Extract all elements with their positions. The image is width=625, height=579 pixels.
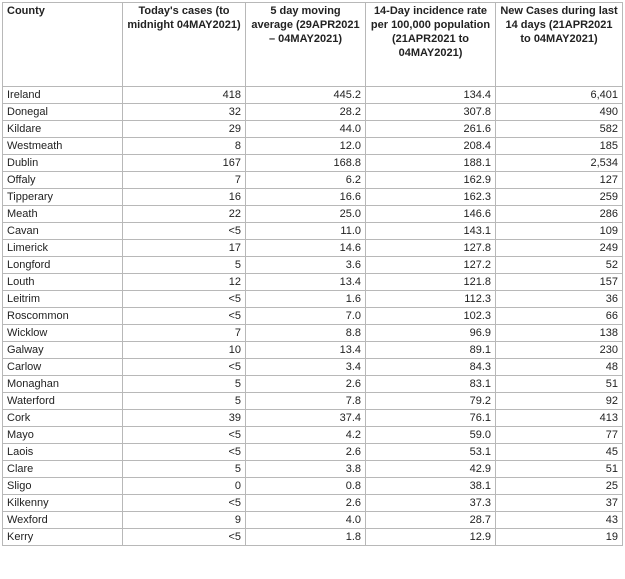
table-row — [3, 155, 623, 172]
new-cases-cell: 286 — [496, 206, 623, 223]
todays-cases-cell: 10 — [123, 342, 246, 359]
table-row — [3, 189, 623, 206]
incidence-rate-cell: 307.8 — [366, 104, 496, 121]
table-row — [3, 529, 623, 546]
new-cases-cell: 52 — [496, 257, 623, 274]
todays-cases-cell: <5 — [123, 495, 246, 512]
incidence-rate-cell: 79.2 — [366, 393, 496, 410]
incidence-rate-cell: 59.0 — [366, 427, 496, 444]
county-cell: Kerry — [3, 529, 123, 546]
new-cases-cell: 92 — [496, 393, 623, 410]
county-cell: Dublin — [3, 155, 123, 172]
header-new-cases-14-days: New Cases during last 14 days (21APR2021 to 04MAY2021) — [496, 3, 623, 87]
new-cases-cell: 249 — [496, 240, 623, 257]
todays-cases-cell: 7 — [123, 325, 246, 342]
moving-average-cell: 168.8 — [246, 155, 366, 172]
county-cell: Sligo — [3, 478, 123, 495]
table-row — [3, 495, 623, 512]
table-row — [3, 206, 623, 223]
new-cases-cell: 45 — [496, 444, 623, 461]
moving-average-cell: 0.8 — [246, 478, 366, 495]
county-cell: Limerick — [3, 240, 123, 257]
incidence-rate-cell: 127.8 — [366, 240, 496, 257]
incidence-rate-cell: 12.9 — [366, 529, 496, 546]
new-cases-cell: 109 — [496, 223, 623, 240]
new-cases-cell: 43 — [496, 512, 623, 529]
county-cell: Offaly — [3, 172, 123, 189]
header-todays-cases: Today's cases (to midnight 04MAY2021) — [123, 3, 246, 87]
table-row — [3, 410, 623, 427]
moving-average-cell: 16.6 — [246, 189, 366, 206]
new-cases-cell: 19 — [496, 529, 623, 546]
todays-cases-cell: <5 — [123, 444, 246, 461]
moving-average-cell: 37.4 — [246, 410, 366, 427]
table-row — [3, 461, 623, 478]
incidence-rate-cell: 83.1 — [366, 376, 496, 393]
incidence-rate-cell: 208.4 — [366, 138, 496, 155]
moving-average-cell: 7.8 — [246, 393, 366, 410]
county-cell: Galway — [3, 342, 123, 359]
todays-cases-cell: 0 — [123, 478, 246, 495]
todays-cases-cell: 8 — [123, 138, 246, 155]
county-cell: Waterford — [3, 393, 123, 410]
todays-cases-cell: 7 — [123, 172, 246, 189]
incidence-rate-cell: 102.3 — [366, 308, 496, 325]
table-row — [3, 308, 623, 325]
county-cell: Monaghan — [3, 376, 123, 393]
county-cell: Roscommon — [3, 308, 123, 325]
new-cases-cell: 230 — [496, 342, 623, 359]
table-row — [3, 172, 623, 189]
table-row — [3, 325, 623, 342]
incidence-rate-cell: 121.8 — [366, 274, 496, 291]
county-cell: Laois — [3, 444, 123, 461]
table-row — [3, 104, 623, 121]
todays-cases-cell: <5 — [123, 529, 246, 546]
todays-cases-cell: 29 — [123, 121, 246, 138]
todays-cases-cell: <5 — [123, 427, 246, 444]
county-cell: Donegal — [3, 104, 123, 121]
incidence-rate-cell: 38.1 — [366, 478, 496, 495]
new-cases-cell: 6,401 — [496, 87, 623, 104]
incidence-rate-cell: 143.1 — [366, 223, 496, 240]
incidence-rate-cell: 261.6 — [366, 121, 496, 138]
table-row — [3, 359, 623, 376]
moving-average-cell: 2.6 — [246, 495, 366, 512]
header-14-day-incidence: 14-Day incidence rate per 100,000 population (21APR2021 to 04MAY2021) — [366, 3, 496, 87]
todays-cases-cell: 418 — [123, 87, 246, 104]
new-cases-cell: 413 — [496, 410, 623, 427]
moving-average-cell: 445.2 — [246, 87, 366, 104]
moving-average-cell: 12.0 — [246, 138, 366, 155]
incidence-rate-cell: 53.1 — [366, 444, 496, 461]
incidence-rate-cell: 84.3 — [366, 359, 496, 376]
county-cell: Wicklow — [3, 325, 123, 342]
incidence-rate-cell: 146.6 — [366, 206, 496, 223]
moving-average-cell: 13.4 — [246, 274, 366, 291]
table-row — [3, 427, 623, 444]
table-row — [3, 376, 623, 393]
todays-cases-cell: 39 — [123, 410, 246, 427]
county-cell: Kildare — [3, 121, 123, 138]
moving-average-cell: 3.6 — [246, 257, 366, 274]
moving-average-cell: 4.2 — [246, 427, 366, 444]
todays-cases-cell: 32 — [123, 104, 246, 121]
table-row — [3, 478, 623, 495]
moving-average-cell: 3.8 — [246, 461, 366, 478]
new-cases-cell: 127 — [496, 172, 623, 189]
new-cases-cell: 259 — [496, 189, 623, 206]
new-cases-cell: 157 — [496, 274, 623, 291]
incidence-rate-cell: 134.4 — [366, 87, 496, 104]
todays-cases-cell: 9 — [123, 512, 246, 529]
new-cases-cell: 77 — [496, 427, 623, 444]
incidence-rate-cell: 76.1 — [366, 410, 496, 427]
new-cases-cell: 2,534 — [496, 155, 623, 172]
county-cases-table — [2, 2, 623, 546]
todays-cases-cell: <5 — [123, 223, 246, 240]
todays-cases-cell: 17 — [123, 240, 246, 257]
incidence-rate-cell: 188.1 — [366, 155, 496, 172]
moving-average-cell: 11.0 — [246, 223, 366, 240]
table-row — [3, 87, 623, 104]
moving-average-cell: 2.6 — [246, 444, 366, 461]
table-row — [3, 512, 623, 529]
todays-cases-cell: <5 — [123, 291, 246, 308]
incidence-rate-cell: 28.7 — [366, 512, 496, 529]
county-cell: Wexford — [3, 512, 123, 529]
todays-cases-cell: 12 — [123, 274, 246, 291]
todays-cases-cell: 5 — [123, 461, 246, 478]
table-row — [3, 138, 623, 155]
new-cases-cell: 48 — [496, 359, 623, 376]
moving-average-cell: 3.4 — [246, 359, 366, 376]
moving-average-cell: 2.6 — [246, 376, 366, 393]
table-row — [3, 291, 623, 308]
table-row — [3, 393, 623, 410]
new-cases-cell: 51 — [496, 461, 623, 478]
moving-average-cell: 1.6 — [246, 291, 366, 308]
incidence-rate-cell: 162.3 — [366, 189, 496, 206]
table-row — [3, 342, 623, 359]
table-row — [3, 121, 623, 138]
incidence-rate-cell: 162.9 — [366, 172, 496, 189]
county-cell: Carlow — [3, 359, 123, 376]
moving-average-cell: 7.0 — [246, 308, 366, 325]
county-cell: Kilkenny — [3, 495, 123, 512]
moving-average-cell: 44.0 — [246, 121, 366, 138]
table-row — [3, 223, 623, 240]
new-cases-cell: 138 — [496, 325, 623, 342]
moving-average-cell: 1.8 — [246, 529, 366, 546]
header-county: County — [3, 3, 123, 87]
county-cell: Cork — [3, 410, 123, 427]
county-cell: Clare — [3, 461, 123, 478]
incidence-rate-cell: 127.2 — [366, 257, 496, 274]
county-cell: Westmeath — [3, 138, 123, 155]
incidence-rate-cell: 37.3 — [366, 495, 496, 512]
table-row — [3, 444, 623, 461]
table-row — [3, 257, 623, 274]
todays-cases-cell: 167 — [123, 155, 246, 172]
new-cases-cell: 185 — [496, 138, 623, 155]
incidence-rate-cell: 42.9 — [366, 461, 496, 478]
table-row — [3, 274, 623, 291]
county-cell: Meath — [3, 206, 123, 223]
todays-cases-cell: 16 — [123, 189, 246, 206]
moving-average-cell: 13.4 — [246, 342, 366, 359]
moving-average-cell: 25.0 — [246, 206, 366, 223]
table-body — [3, 87, 623, 546]
moving-average-cell: 6.2 — [246, 172, 366, 189]
county-cell: Ireland — [3, 87, 123, 104]
moving-average-cell: 28.2 — [246, 104, 366, 121]
moving-average-cell: 8.8 — [246, 325, 366, 342]
county-cell: Longford — [3, 257, 123, 274]
new-cases-cell: 36 — [496, 291, 623, 308]
new-cases-cell: 37 — [496, 495, 623, 512]
header-5-day-average: 5 day moving average (29APR2021 – 04MAY2021) — [246, 3, 366, 87]
todays-cases-cell: <5 — [123, 359, 246, 376]
incidence-rate-cell: 112.3 — [366, 291, 496, 308]
county-cell: Leitrim — [3, 291, 123, 308]
todays-cases-cell: 5 — [123, 257, 246, 274]
todays-cases-cell: 5 — [123, 393, 246, 410]
county-cell: Louth — [3, 274, 123, 291]
header-row — [3, 3, 623, 87]
new-cases-cell: 51 — [496, 376, 623, 393]
moving-average-cell: 4.0 — [246, 512, 366, 529]
county-cell: Mayo — [3, 427, 123, 444]
todays-cases-cell: 5 — [123, 376, 246, 393]
county-cell: Tipperary — [3, 189, 123, 206]
new-cases-cell: 66 — [496, 308, 623, 325]
county-cell: Cavan — [3, 223, 123, 240]
new-cases-cell: 490 — [496, 104, 623, 121]
todays-cases-cell: 22 — [123, 206, 246, 223]
new-cases-cell: 25 — [496, 478, 623, 495]
table-row — [3, 240, 623, 257]
moving-average-cell: 14.6 — [246, 240, 366, 257]
incidence-rate-cell: 89.1 — [366, 342, 496, 359]
new-cases-cell: 582 — [496, 121, 623, 138]
incidence-rate-cell: 96.9 — [366, 325, 496, 342]
todays-cases-cell: <5 — [123, 308, 246, 325]
